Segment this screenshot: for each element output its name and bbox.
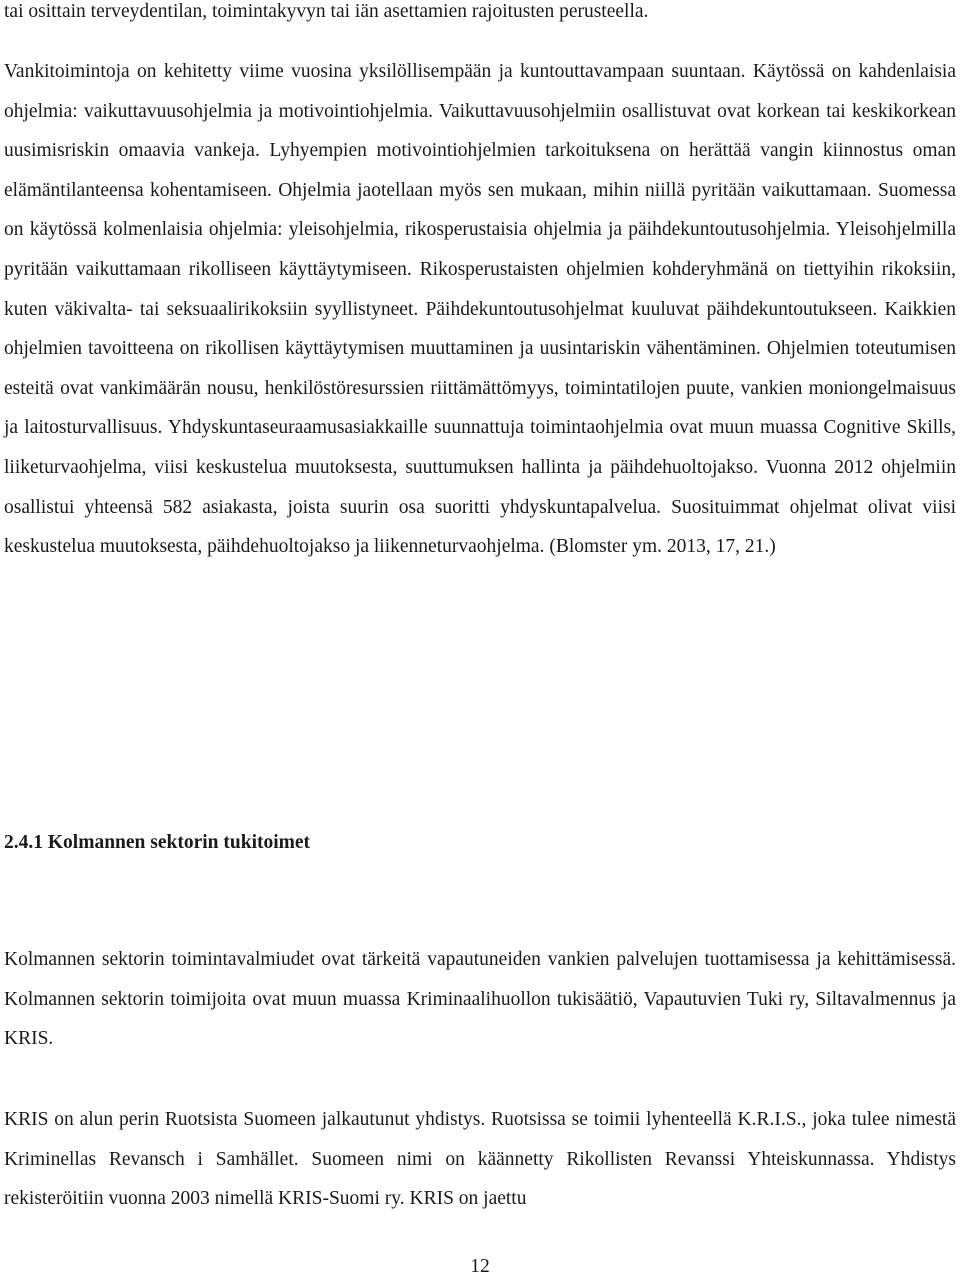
section-heading: 2.4.1 Kolmannen sektorin tukitoimet xyxy=(4,832,311,853)
paragraph-continuation xyxy=(4,0,956,32)
paragraph-text: Kolmannen sektorin toimintavalmiudet ovat tärkeitä vapautuneiden vankien palvelujen tuottamisessa ja kehittämisessä. Kolmannen sektorin toimijoita ovat muun muassa Kriminaalihuollon tukisäätiö, Vapautuvien Tuki ry, Siltavalmennus ja KRIS. xyxy=(4,949,956,1050)
page-number: 12 xyxy=(470,1256,490,1277)
paragraph-text: tai osittain terveydentilan, toimintakyvyn tai iän asettamien rajoitusten perusteella. xyxy=(4,1,649,22)
paragraph-text: Vankitoimintoja on kehitetty viime vuosina yksilöllisempään ja kuntouttavampaan suuntaan. Käytössä on kahdenlaisia ohjelmia: vaikuttavuusohjelmia ja motivointiohjelmia. Vaikuttavuusohjelmiin osallistuvat ovat korkean tai keskikorkean uusimisriskin omaavia vankeja. Lyhyempien motivointiohjelmien tarkoituksena on herättää vangin kiinnostus oman elämäntilanteensa kohentamiseen. Ohjelmia jaotellaan myös sen mukaan, mihin niillä pyritään vaikuttamaan. Suomessa on käytössä kolmenlaisia ohjelmia: yleisohjelmia, rikosperustaisia ohjelmia ja päihdekuntoutusohjelmia. Yleisohjelmilla pyritään vaikuttamaan rikolliseen käyttäytymiseen. Rikosperustaisten ohjelmien kohderyhmänä on tiettyihin rikoksiin, kuten väkivalta- tai seksuaalirikoksiin syyllistyneet. Päihdekuntoutusohjelmat kuuluvat päihdekuntoutukseen. Kaikkien ohjelmien tavoitteena on rikollisen käyttäytymisen muuttaminen ja uusintariskin vähentäminen. Ohjelmien toteutumisen esteitä ovat vankimäärän nousu, henkilöstöresurssien riittämättömyys, toimintatilojen puute, vankien moniongelmaisuus ja laitosturvallisuus. Yhdyskuntaseuraamusasiakkaille suunnattuja toimintaohjelmia ovat muun muassa Cognitive Skills, liiketurvaohjelma, viisi keskustelua muutoksesta, suuttumuksen hallinta ja päihdehuoltojakso. Vuonna 2012 ohjelmiin osallistui yhteensä 582 asiakasta, joista suurin osa suoritti yhdyskuntapalvelua. Suosituimmat ohjelmat olivat viisi keskustelua muutoksesta, päihdehuoltojakso ja liikenneturvaohjelma. (Blomster ym. 2013, 17, 21.) xyxy=(4,61,956,558)
paragraph-kris xyxy=(4,1100,956,1219)
paragraph-third-sector xyxy=(4,940,956,1059)
paragraph-text: KRIS on alun perin Ruotsista Suomeen jalkautunut yhdistys. Ruotsissa se toimii lyhenteellä K.R.I.S., joka tulee nimestä Kriminellas Revansch i Samhället. Suomeen nimi on käännetty Rikollisten Revanssi Yhteiskunnassa. Yhdistys rekisteröitiin vuonna 2003 nimellä KRIS-Suomi ry. KRIS on jaettu xyxy=(4,1109,956,1210)
paragraph-programs xyxy=(4,52,956,567)
